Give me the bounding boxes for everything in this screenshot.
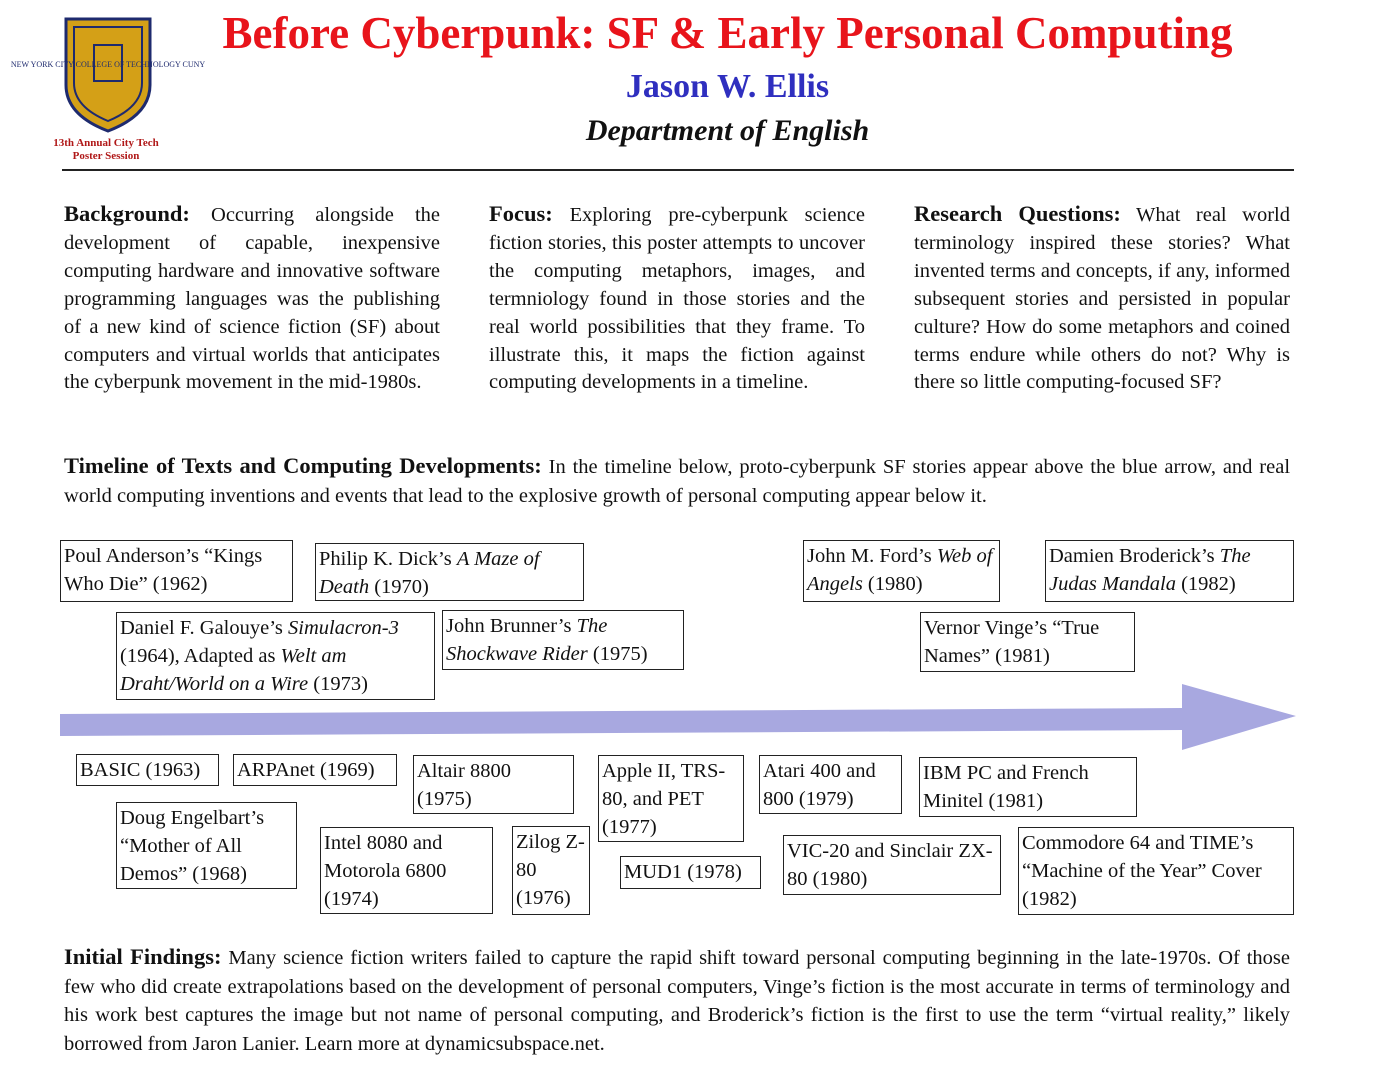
story-box-anderson [60, 540, 293, 602]
department-name: Department of English [585, 114, 870, 147]
story-title: The Judas Mandala [1049, 545, 1251, 595]
dev-text: VIC-20 and Sinclair ZX-80 (1980) [787, 840, 993, 890]
timeline-intro-text: In the timeline below, proto-cyberpunk SF stories appear above the blue arrow, and real world computing inventions and events that lead to the explosive growth of personal computing appear below it. [64, 456, 1291, 507]
dev-box-intel-motorola [320, 827, 493, 914]
story-text: Philip K. Dick’s [319, 548, 457, 570]
focus-text: Exploring pre-cyberpunk science fiction stories, this poster attempts to uncover the computing metaphors, images, and termniology found in those stories and the real world possibilities that they frame. To illustrate this, it maps the fiction against computing developments in a timeline. [489, 204, 866, 394]
story-box-dick [315, 543, 584, 601]
background-text: Occurring alongside the development of capable, inexpensive computing hardware and innovative software programming languages was the publishing of a new kind of science fiction (SF) about computers and virtual worlds that anticipates the cyberpunk movement in the mid-1980s. [64, 204, 440, 394]
initial-findings-label: Initial Findings: [64, 944, 222, 969]
dev-text: Altair 8800 (1975) [417, 760, 511, 810]
dev-text: IBM PC and French Minitel (1981) [923, 762, 1089, 812]
story-text: Vernor Vinge’s “True Names” (1981) [924, 617, 1100, 667]
story-adaptation-year: (1973) [308, 673, 368, 695]
timeline-intro-label: Timeline of Texts and Computing Developments: [64, 453, 542, 478]
timeline-intro [64, 452, 1290, 510]
college-shield-logo [10, 15, 206, 135]
background-column [64, 200, 440, 397]
logo-text: NEW YORK CITY COLLEGE OF TECHNOLOGY CUNY [10, 60, 206, 69]
dev-box-vic20-sinclair [783, 835, 1001, 895]
story-title: The Shockwave Rider [446, 615, 608, 665]
dev-text: MUD1 (1978) [624, 861, 742, 883]
dev-box-mud1 [620, 856, 761, 889]
story-text: Poul Anderson’s “Kings Who Die” (1962) [64, 545, 263, 595]
story-box-vinge [920, 612, 1135, 672]
dev-text: Apple II, TRS-80, and PET (1977) [602, 760, 726, 838]
dev-text: Intel 8080 and Motorola 6800 (1974) [324, 832, 447, 910]
story-year: (1975) [587, 643, 648, 665]
story-text: John Brunner’s [446, 615, 577, 637]
focus-label: Focus: [489, 201, 553, 226]
research-questions-text: What real world terminology inspired these stories? What invented terms and concepts, if any, informed subsequent stories and persisted in popular culture? How do some metaphors and coined terms endure while others do not? Why is there so little computing-focused SF? [914, 204, 1290, 394]
background-label: Background: [64, 201, 190, 226]
dev-box-engelbart [116, 802, 297, 889]
story-year: (1964), Adapted as [120, 645, 281, 667]
dev-text: ARPAnet (1969) [237, 759, 375, 781]
dev-box-apple-trs-pet [598, 755, 744, 842]
dev-text: BASIC (1963) [80, 759, 201, 781]
timeline-arrow [60, 682, 1296, 754]
story-box-broderick [1045, 540, 1294, 602]
dev-text: Atari 400 and 800 (1979) [763, 760, 876, 810]
dev-text: Commodore 64 and TIME’s “Machine of the Year” Cover (1982) [1022, 832, 1262, 910]
story-year: (1982) [1175, 573, 1236, 595]
dev-box-c64-time [1018, 827, 1294, 915]
story-adaptation-title: Welt am Draht/World on a Wire [120, 645, 347, 695]
story-title: A Maze of Death [319, 548, 540, 598]
initial-findings-text: Many science fiction writers failed to capture the rapid shift toward personal computing beginning in the late-1970s. Of those few who did create extrapolations based on the development of personal computers, Vinge’s fiction is the most accurate in terms of terminology and his work best captures the image but not name of personal computing, and Broderick’s fiction is the first to use the term “virtual reality,” likely borrowed from Jaron Lanier. Learn more at dynamicsubspace.net. [64, 947, 1291, 1055]
poster-title: Before Cyberpunk: SF & Early Personal Computing [222, 8, 1233, 58]
dev-box-basic [76, 754, 219, 786]
dev-box-atari [759, 755, 902, 814]
initial-findings [64, 943, 1290, 1058]
story-box-brunner [442, 610, 684, 670]
story-year: (1970) [369, 576, 429, 598]
story-title: Web of Angels [807, 545, 993, 595]
research-questions-column [914, 200, 1290, 397]
story-box-ford [803, 540, 1000, 602]
dev-box-altair [413, 755, 574, 814]
story-year: (1980) [862, 573, 923, 595]
research-questions-label: Research Questions: [914, 201, 1121, 226]
story-title: Simulacron-3 [288, 617, 399, 639]
author-name: Jason W. Ellis [625, 68, 830, 105]
focus-column [489, 200, 865, 397]
dev-box-arpanet [233, 754, 397, 786]
dev-box-zilog [512, 826, 590, 915]
header-divider [62, 169, 1294, 171]
dev-text: Zilog Z-80 (1976) [516, 831, 585, 909]
story-text: Damien Broderick’s [1049, 545, 1220, 567]
conference-label-line2: Poster Session [72, 150, 140, 162]
conference-label-line1: 13th Annual City Tech [53, 137, 159, 149]
dev-box-ibm-minitel [919, 757, 1137, 817]
dev-text: Doug Engelbart’s “Mother of All Demos” (1968) [120, 807, 265, 885]
story-text: John M. Ford’s [807, 545, 937, 567]
story-text: Daniel F. Galouye’s [120, 617, 289, 639]
